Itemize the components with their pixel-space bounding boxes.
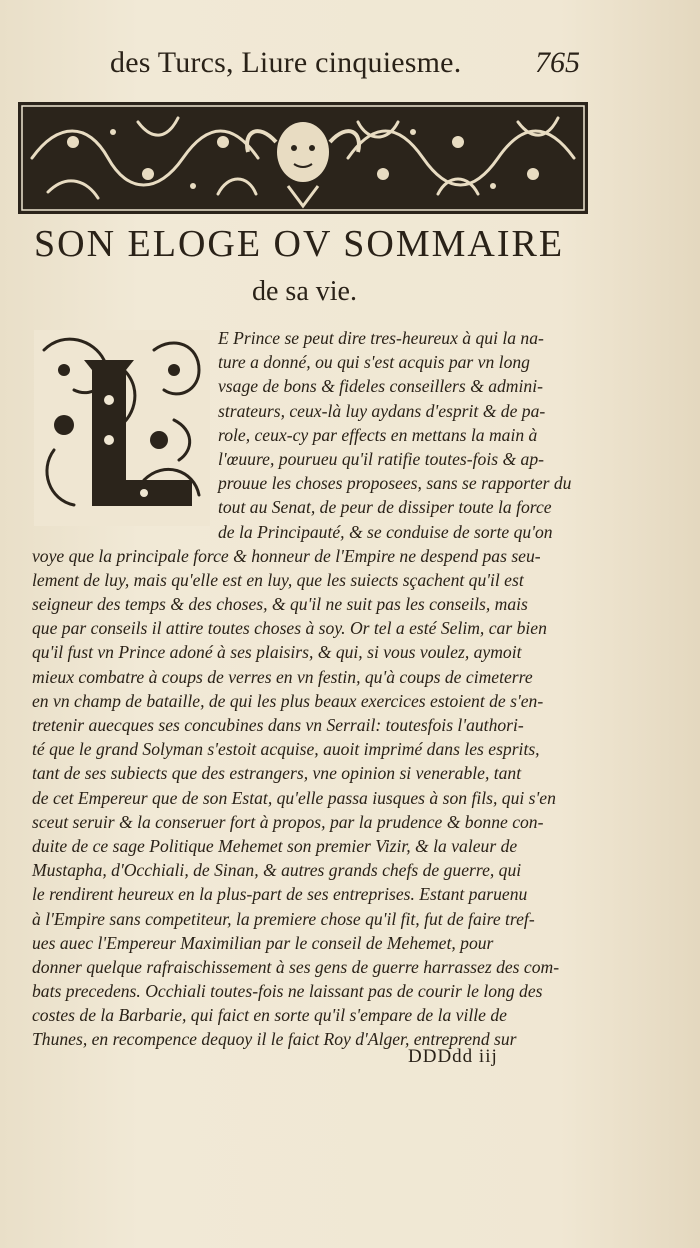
chapter-heading: SON ELOGE OV SOMMAIRE <box>34 223 565 265</box>
text-line: Mustapha, d'Occhiali, de Sinan, & autres grands chefs de guerre, qui <box>32 860 522 881</box>
text-line: seigneur des temps & des choses, & qu'il ne suit pas les conseils, mais <box>32 594 528 615</box>
text-line: ture a donné, ou qui s'est acquis par vn long <box>218 352 530 373</box>
floral-headpiece-icon <box>18 102 588 214</box>
text-line: qu'il fust vn Prince adoné à ses plaisirs, & qui, si vous voulez, aymoit <box>32 642 522 663</box>
running-title: des Turcs, Liure cinquiesme. <box>110 46 462 79</box>
text-line: strateurs, ceux-là luy aydans d'esprit & de pa- <box>218 400 546 421</box>
text-line: mieux combatre à coups de verres en vn festin, qu'à coups de cimeterre <box>32 666 533 687</box>
page-number: 765 <box>535 46 580 79</box>
text-line: bats precedens. Occhiali toutes-fois ne laissant pas de courir le long des <box>32 981 543 1002</box>
text-line: té que le grand Solyman s'estoit acquise, auoit imprimé dans les esprits, <box>32 739 540 760</box>
text-line: Thunes, en recompence dequoy il le faict Roy d'Alger, entreprend sur <box>32 1029 517 1050</box>
text-line: duite de ce sage Politique Mehemet son premier Vizir, & la valeur de <box>32 835 518 856</box>
text-line: de cet Empereur que de son Estat, qu'elle passa iusques à son fils, qui s'en <box>32 787 556 808</box>
text-line: costes de la Barbarie, qui faict en sorte qu'il s'empare de la ville de <box>32 1005 507 1026</box>
signature-mark: DDDdd iij <box>408 1046 498 1067</box>
text-line: vsage de bons & fideles conseillers & admini- <box>218 376 543 397</box>
text-line: que par conseils il attire toutes choses à soy. Or tel a esté Selim, car bien <box>32 618 547 639</box>
body-text <box>32 326 572 1052</box>
text-line: ues auec l'Empereur Maximilian par le conseil de Mehemet, pour <box>32 932 494 953</box>
text-line: prouue les choses proposees, sans se rapporter du <box>218 473 572 494</box>
text-line: lement de luy, mais qu'elle est en luy, que les suiects sçachent qu'il est <box>32 569 524 590</box>
text-line: de la Principauté, & se conduise de sorte qu'on <box>218 521 553 542</box>
text-line: tretenir auecques ses concubines dans vn Serrail: toutesfois l'authori- <box>32 715 524 735</box>
text-line: sceut seruir & la conseruer fort à propos, par la prudence & bonne con- <box>32 811 544 832</box>
text-line: voye que la principale force & honneur de l'Empire ne despend pas seu- <box>32 545 541 566</box>
text-line: donner quelque rafraischissement à ses gens de guerre harrassez des com- <box>32 956 560 977</box>
text-line: tant de ses subiects que des estrangers, vne opinion si venerable, tant <box>32 763 522 784</box>
chapter-subheading: de sa vie. <box>252 276 357 307</box>
text-line: l'œuure, pourueu qu'il ratifie toutes-fois & ap- <box>218 448 544 469</box>
text-line: à l'Empire sans competiteur, la premiere chose qu'il fit, fut de faire tref- <box>32 908 535 929</box>
text-line: tout au Senat, de peur de dissiper toute la force <box>218 497 552 518</box>
text-line: le rendirent heureux en la plus-part de ses entreprises. Estant paruenu <box>32 884 528 905</box>
running-head <box>110 46 580 86</box>
text-line: en vn champ de bataille, de qui les plus beaux exercices estoient de s'en- <box>32 690 544 711</box>
text-line: E Prince se peut dire tres-heureux à qui la na- <box>218 328 544 348</box>
text-line: role, ceux-cy par effects en mettans la main à <box>218 424 538 445</box>
